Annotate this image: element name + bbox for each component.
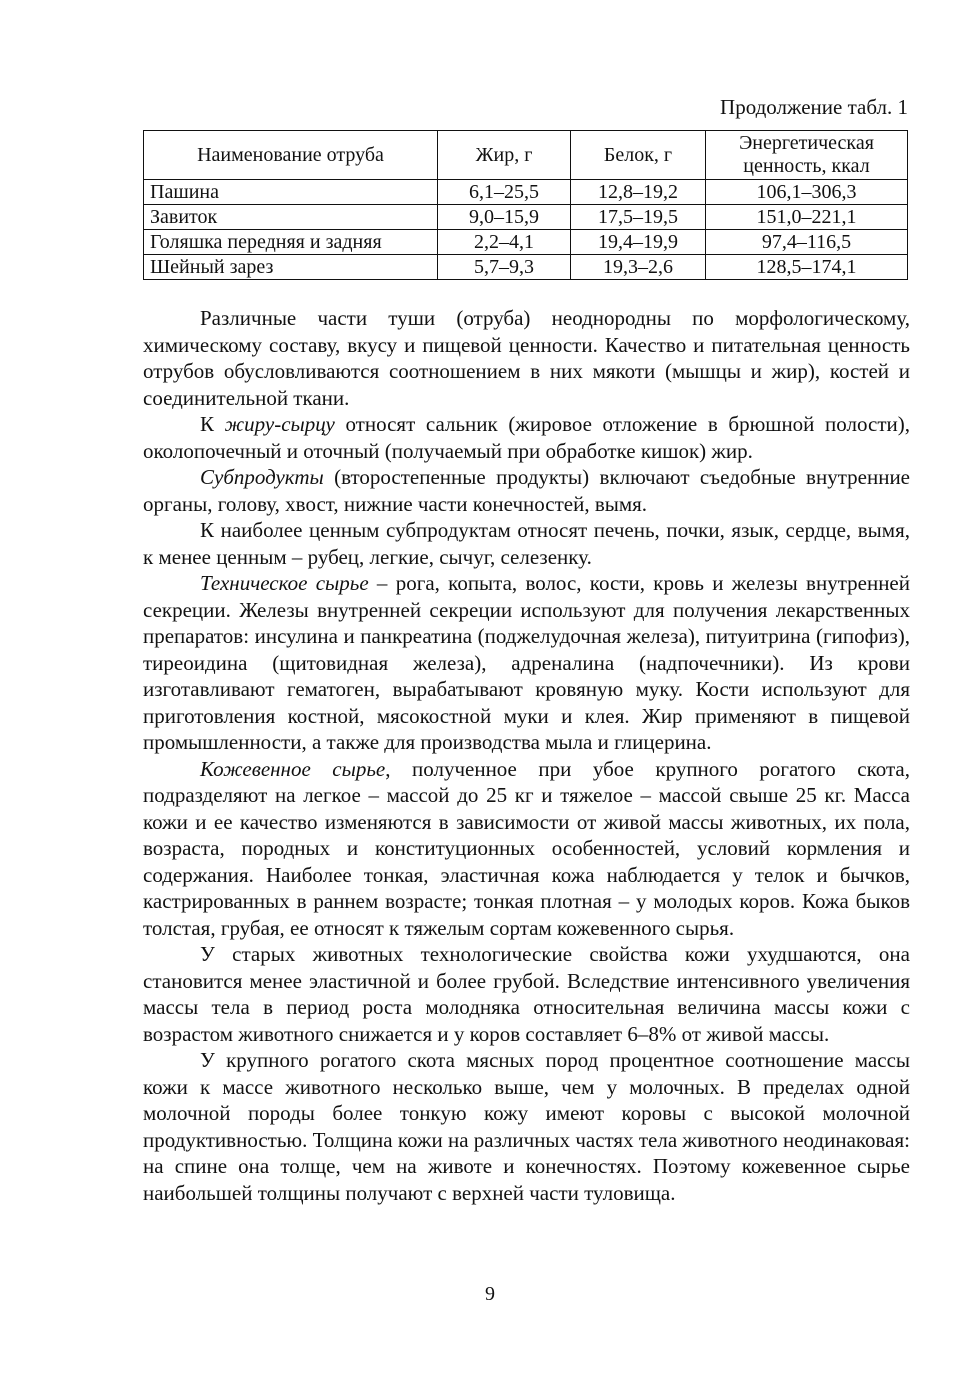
table-cell: Завиток — [144, 205, 438, 230]
paragraph: У старых животных технологические свойства кожи ухудшаются, она становится менее эластичной и более грубой. Вследствие интенсивного увеличения массы тела в период роста молодняка относительная величина массы кожи с возрастом животного снижается и у коров составляет 6–8% от живой массы. — [143, 942, 910, 1046]
paragraph: Субпродукты (второстепенные продукты) включают съедобные внутренние органы, голову, хвост, нижние части конечностей, вымя. — [143, 465, 910, 516]
term: жиру-сырцу — [224, 412, 335, 436]
paragraph: Различные части туши (отруба) неоднородны по морфологическому, химическому составу, вкусу и пищевой ценности. Качество и питательная ценность отрубов обусловливаются соотношением в них мякоти (мышцы и жир), костей и соединительной ткани. — [143, 306, 910, 410]
paragraph: К жиру-сырцу относят сальник (жировое отложение в брюшной полости), околопочечный и оточный (получаемый при обработке кишок) жир. — [143, 412, 910, 463]
table-row — [144, 205, 908, 230]
table-cell: 19,4–19,9 — [571, 230, 706, 255]
column-header: Белок, г — [571, 131, 706, 180]
column-header: Наименование отруба — [144, 131, 438, 180]
table-cell: 106,1–306,3 — [706, 180, 908, 205]
paragraph: К наиболее ценным субпродуктам относят печень, почки, язык, сердце, вымя, к менее ценным – рубец, легкие, сычуг, селезенку. — [143, 518, 910, 569]
table-cell: 12,8–19,2 — [571, 180, 706, 205]
term: Кожевенное сырье — [200, 756, 386, 781]
table-cell: 2,2–4,1 — [438, 230, 571, 255]
nutrition-table — [143, 130, 908, 280]
term: Субпродукты — [200, 465, 324, 489]
paragraph: Кожевенное сырье, полученное при убое крупного рогатого скота, подразделяют на легкое – массой до 25 кг и тяжелое – массой свыше 25 кг. Масса кожи и ее качество изменяются в зависимости от живой массы животных, их пола, возраста, породных и конституционных особенностей, условий кормления и содержания. Наиболее тонкая, эластичная кожа наблюдается у телок и бычков, кастрированных в раннем возрасте; тонкая плотная – у молодых коров. Кожа быков толстая, грубая, ее относят к тяжелым сортам кожевенного сырья. — [143, 756, 910, 940]
table-cell: 97,4–116,5 — [706, 230, 908, 255]
table-cell: Пашина — [144, 180, 438, 205]
table-header-row — [144, 131, 908, 180]
table-cell: 128,5–174,1 — [706, 255, 908, 280]
table-cell: 9,0–15,9 — [438, 205, 571, 230]
page-number: 9 — [485, 1283, 495, 1305]
table-cell: 5,7–9,3 — [438, 255, 571, 280]
table-cell: Шейный зарез — [144, 255, 438, 280]
table-row — [144, 255, 908, 280]
table-row — [144, 230, 908, 255]
table-cell: 6,1–25,5 — [438, 180, 571, 205]
body-text — [143, 305, 910, 1206]
table-cell: Голяшка передняя и задняя — [144, 230, 438, 255]
paragraph: Техническое сырье – рога, копыта, волос, кости, кровь и железы внутренней секреции. Железы внутренней секреции используют для получения лекарственных препаратов: инсулина и панкреатина (поджелудочная железа), питуитрина (гипофиз), тиреоидина (щитовидная железа), адреналина (надпочечники). Из крови изготавливают гематоген, вырабатывают кровяную муку. Кости используют для приготовления костной, мясокостной муки и клея. Жир применяют в пищевой промышленности, а также для производства мыла и глицерина. — [143, 571, 910, 754]
column-header: Жир, г — [438, 131, 571, 180]
table-cell: 151,0–221,1 — [706, 205, 908, 230]
table-caption: Продолжение табл. 1 — [720, 95, 908, 119]
table-cell: 19,3–2,6 — [571, 255, 706, 280]
term: Техническое сырье — [200, 571, 369, 595]
column-header: Энергетическая ценность, ккал — [706, 131, 908, 180]
paragraph: У крупного рогатого скота мясных пород процентное соотношение массы кожи к массе животного несколько выше, чем у молочных. В пределах одной молочной породы более тонкую кожу имеют коровы с высокой молочной продуктивностью. Толщина кожи на различных частях тела животного неодинаковая: на спине она толще, чем на животе и конечностях. Поэтому кожевенное сырье наибольшей толщины получают с верхней части туловища. — [143, 1048, 910, 1205]
table-row — [144, 180, 908, 205]
table-cell: 17,5–19,5 — [571, 205, 706, 230]
